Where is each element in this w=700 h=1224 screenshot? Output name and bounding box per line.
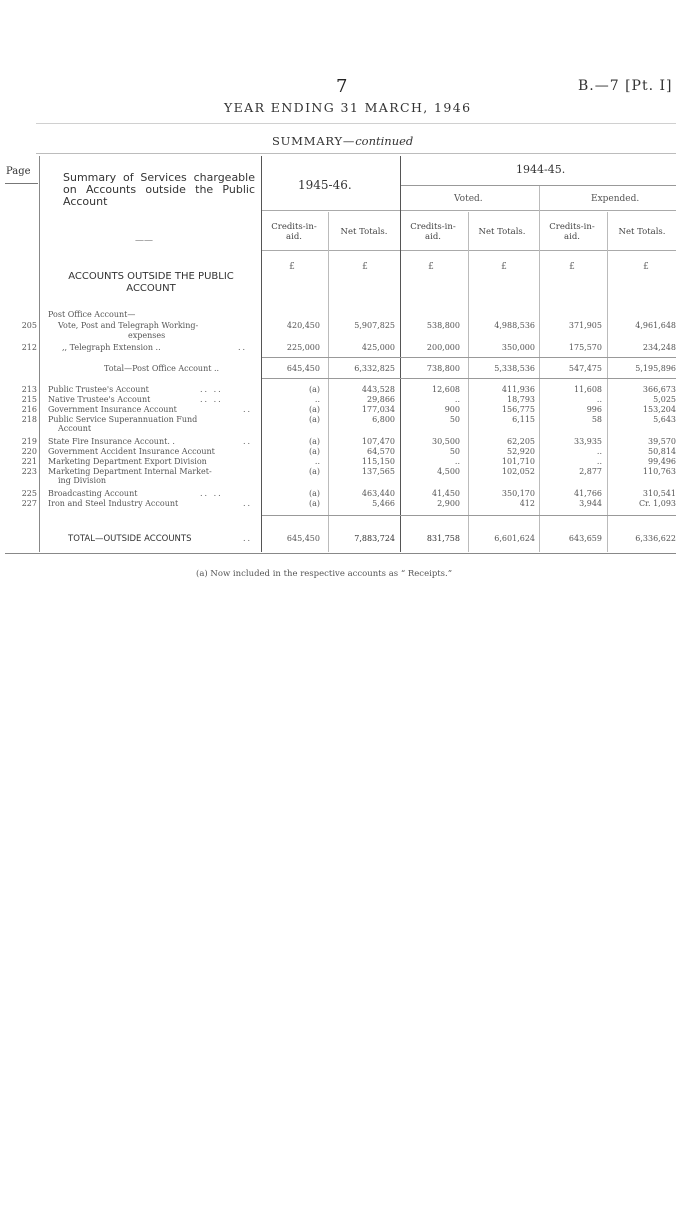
- document-reference: B.—7 [Pt. I]: [578, 78, 673, 94]
- table-row: [0, 499, 700, 509]
- column-header-rule: [262, 250, 676, 251]
- cell-net-expended: 5,025: [653, 395, 676, 404]
- row-description: Marketing Department Internal Market-: [48, 467, 212, 476]
- top-rule: [36, 123, 676, 124]
- row-description: Government Accident Insurance Account: [48, 447, 215, 456]
- pound-sign-5: £: [569, 262, 575, 272]
- cell-net-expended: 153,204: [642, 405, 676, 414]
- total-credits-1945: 645,450: [286, 534, 320, 543]
- row-description: Marketing Department Export Division: [48, 457, 207, 466]
- row-description: Government Insurance Account: [48, 405, 177, 414]
- cell-net-expended: 5,643: [653, 415, 676, 424]
- table-row: [0, 395, 700, 405]
- cell-credits-voted: 50: [449, 415, 460, 424]
- cell-net-voted: 62,205: [507, 437, 535, 446]
- total-label: TOTAL—OUTSIDE ACCOUNTS: [68, 534, 192, 544]
- cell-net-1945: 107,470: [361, 437, 395, 446]
- cell-credits-1945: (a): [308, 385, 320, 394]
- cell-credits-1945: 420,450: [286, 321, 320, 330]
- cell-credits-voted: ..: [454, 457, 460, 466]
- period-1945-46: 1945-46.: [298, 178, 352, 192]
- cell-credits-expended: ..: [596, 457, 602, 466]
- header-rule: [36, 153, 676, 154]
- cell-net-expended: 234,248: [642, 343, 676, 352]
- cell-credits-1945: (a): [308, 415, 320, 424]
- cell-net-expended: 366,673: [642, 385, 676, 394]
- cell-credits-expended: 33,935: [574, 437, 602, 446]
- cell-net-1945: 463,440: [361, 489, 395, 498]
- cell-net-voted: 156,775: [501, 405, 535, 414]
- pound-sign-6: £: [643, 262, 649, 272]
- pound-sign-1: £: [289, 262, 295, 272]
- cell-credits-expended: 2,877: [579, 467, 602, 476]
- cell-credits-1945: (a): [308, 499, 320, 508]
- subtotal-label: Total—Post Office Account ..: [104, 364, 220, 373]
- cell-credits-1945: (a): [308, 405, 320, 414]
- table-row: [0, 321, 700, 331]
- row-description: Public Trustee's Account: [48, 385, 149, 394]
- cell-credits-1945: ..: [314, 457, 320, 466]
- cell-credits-voted: 41,450: [432, 489, 460, 498]
- total-rule: [262, 515, 676, 516]
- row-description: Broadcasting Account: [48, 489, 138, 498]
- cell-credits-voted: 200,000: [426, 343, 460, 352]
- cell-net-expended: 4,961,648: [635, 321, 676, 330]
- row-description: Vote, Post and Telegraph Working-: [58, 321, 199, 330]
- post-office-heading: Post Office Account—: [48, 310, 136, 319]
- row-page: 212: [21, 343, 37, 352]
- row-page: 221: [21, 457, 37, 466]
- cell-net-1945: 177,034: [361, 405, 395, 414]
- cell-credits-voted: 900: [444, 405, 460, 414]
- pound-sign-4: £: [501, 262, 507, 272]
- cell-net-voted: 350,000: [501, 343, 535, 352]
- cell-credits-voted: 50: [449, 447, 460, 456]
- table-row-continuation: [0, 424, 700, 434]
- row-page: 218: [21, 415, 37, 424]
- total-net-expended: 6,336,622: [635, 534, 676, 543]
- cell-net-expended: 39,570: [648, 437, 676, 446]
- table-row: [0, 343, 700, 353]
- cell-credits-voted: ..: [454, 395, 460, 404]
- cell-net-1945: 137,565: [361, 467, 395, 476]
- row-description-continuation: ing Division: [58, 476, 107, 485]
- row-page: 225: [21, 489, 37, 498]
- subtotal-bottom-rule: [262, 378, 676, 379]
- cell-net-voted: 4,988,536: [494, 321, 535, 330]
- cell-credits-expended: ..: [596, 395, 602, 404]
- cell-credits-1945: 645,450: [286, 364, 320, 373]
- cell-credits-voted: 12,608: [432, 385, 460, 394]
- cell-credits-1945: (a): [308, 489, 320, 498]
- row-page: 215: [21, 395, 37, 404]
- row-page: 223: [21, 467, 37, 476]
- cell-credits-expended: 11,608: [574, 385, 602, 394]
- row-description: Iron and Steel Industry Account: [48, 499, 179, 508]
- cell-net-expended: 5,195,896: [635, 364, 676, 373]
- cell-net-1945: 115,150: [361, 457, 395, 466]
- page-number: 7: [336, 76, 348, 97]
- row-dots: .. ..: [200, 385, 223, 394]
- year-title: YEAR ENDING 31 MARCH, 1946: [224, 100, 472, 115]
- page-column-header: Page: [6, 166, 31, 177]
- summary-title: SUMMARY—continued: [272, 134, 414, 148]
- row-dots: .. ..: [200, 395, 223, 404]
- cell-net-expended: Cr. 1,093: [638, 499, 676, 508]
- table-row: [0, 405, 700, 415]
- row-page: 213: [21, 385, 37, 394]
- cell-net-voted: 101,710: [501, 457, 535, 466]
- table-row: [0, 437, 700, 447]
- row-dots: ..: [243, 437, 253, 446]
- footnote: (a) Now included in the respective accounts as “ Receipts.”: [196, 569, 453, 579]
- row-description-continuation: Account: [58, 424, 92, 433]
- cell-net-voted: 52,920: [507, 447, 535, 456]
- cell-net-expended: 310,541: [642, 489, 676, 498]
- table-row: [0, 489, 700, 499]
- cell-credits-expended: 996: [586, 405, 602, 414]
- row-page: 216: [21, 405, 37, 414]
- table-row-continuation: [0, 476, 700, 486]
- pound-sign-3: £: [428, 262, 434, 272]
- description-header: Summary of Services chargeable on Accounts outside the Public Account: [63, 171, 255, 208]
- credits-in-aid-header-3: Credits-in-aid.: [549, 222, 595, 242]
- cell-net-voted: 5,338,536: [494, 364, 535, 373]
- cell-net-1945: 6,332,825: [354, 364, 395, 373]
- cell-credits-1945: (a): [308, 447, 320, 456]
- total-row: [0, 534, 700, 544]
- cell-credits-expended: 371,905: [568, 321, 602, 330]
- cell-net-voted: 411,936: [501, 385, 535, 394]
- subheader-rule: [262, 210, 676, 211]
- cell-credits-expended: 41,766: [574, 489, 602, 498]
- row-page: 205: [21, 321, 37, 330]
- table-row: [0, 457, 700, 467]
- cell-net-voted: 412: [519, 499, 535, 508]
- voted-header: Voted.: [454, 194, 483, 204]
- cell-credits-voted: 538,800: [426, 321, 460, 330]
- page-header-rule: [5, 183, 38, 184]
- cell-credits-expended: 547,475: [568, 364, 602, 373]
- cell-net-1945: 64,570: [367, 447, 395, 456]
- cell-credits-voted: 2,900: [437, 499, 460, 508]
- cell-net-voted: 18,793: [507, 395, 535, 404]
- total-credits-voted: 831,758: [426, 534, 460, 543]
- row-page: 220: [21, 447, 37, 456]
- total-dots: ..: [243, 534, 253, 543]
- total-net-voted: 6,601,624: [494, 534, 535, 543]
- row-dots: ..: [243, 499, 253, 508]
- credits-in-aid-header-2: Credits-in-aid.: [410, 222, 456, 242]
- cell-net-1945: 443,528: [361, 385, 395, 394]
- total-credits-expended: 643,659: [568, 534, 602, 543]
- total-net-1945: 7,883,724: [354, 534, 395, 543]
- period-rule: [400, 185, 676, 186]
- cell-credits-1945: (a): [308, 467, 320, 476]
- row-dots: ..: [243, 405, 253, 414]
- row-description: ,, Telegraph Extension ..: [62, 343, 161, 352]
- cell-net-1945: 5,907,825: [354, 321, 395, 330]
- cell-net-1945: 5,466: [372, 499, 395, 508]
- cell-credits-expended: 58: [591, 415, 602, 424]
- cell-net-1945: 6,800: [372, 415, 395, 424]
- net-totals-header-2: Net Totals.: [478, 227, 526, 237]
- net-totals-header-1: Net Totals.: [340, 227, 388, 237]
- subtotal-rule: [262, 357, 676, 358]
- cell-credits-expended: ..: [596, 447, 602, 456]
- row-description-continuation: expenses: [128, 331, 166, 340]
- period-1944-45: 1944-45.: [516, 163, 566, 176]
- cell-net-expended: 110,763: [642, 467, 676, 476]
- cell-credits-1945: ..: [314, 395, 320, 404]
- cell-credits-voted: 4,500: [437, 467, 460, 476]
- cell-credits-voted: 30,500: [432, 437, 460, 446]
- cell-credits-voted: 738,800: [426, 364, 460, 373]
- table-row: [0, 447, 700, 457]
- row-page: 227: [21, 499, 37, 508]
- description-dash: ——: [135, 236, 153, 246]
- row-description: Public Service Superannuation Fund: [48, 415, 198, 424]
- row-description: State Fire Insurance Account. .: [48, 437, 175, 446]
- cell-net-voted: 6,115: [512, 415, 535, 424]
- section-heading: ACCOUNTS OUTSIDE THE PUBLIC ACCOUNT: [68, 271, 234, 294]
- cell-credits-1945: 225,000: [286, 343, 320, 352]
- cell-credits-expended: 175,570: [568, 343, 602, 352]
- net-totals-header-3: Net Totals.: [618, 227, 666, 237]
- cell-net-expended: 50,814: [648, 447, 676, 456]
- table-bottom-rule: [5, 553, 676, 554]
- table-row-continuation: [0, 331, 700, 341]
- expended-header: Expended.: [591, 194, 640, 204]
- cell-net-voted: 350,170: [501, 489, 535, 498]
- row-dots: .. ..: [200, 489, 223, 498]
- cell-net-expended: 99,496: [648, 457, 676, 466]
- row-description: Native Trustee's Account: [48, 395, 151, 404]
- row-dots: ..: [238, 343, 248, 352]
- cell-net-1945: 29,866: [367, 395, 395, 404]
- credits-in-aid-header-1: Credits-in-aid.: [271, 222, 317, 242]
- cell-net-1945: 425,000: [361, 343, 395, 352]
- cell-credits-1945: (a): [308, 437, 320, 446]
- cell-net-voted: 102,052: [501, 467, 535, 476]
- pound-sign-2: £: [362, 262, 368, 272]
- table-row: [0, 385, 700, 395]
- cell-credits-expended: 3,944: [579, 499, 602, 508]
- subtotal-row: [0, 364, 700, 374]
- row-page: 219: [21, 437, 37, 446]
